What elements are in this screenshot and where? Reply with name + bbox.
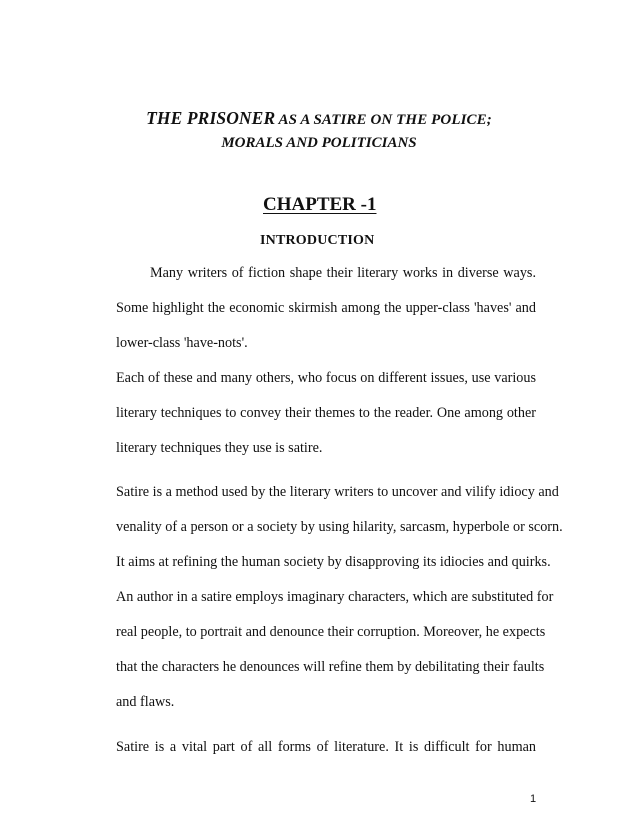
body-line: that the characters he denounces will refine them by debilitating their faults xyxy=(116,659,545,675)
body-line: Each of these and many others, who focus on different issues, use various xyxy=(116,370,536,386)
title-emphasis: THE PRISONER xyxy=(146,108,276,128)
body-line: literary techniques to convey their themes to the reader. One among other xyxy=(116,405,536,421)
body-line: Some highlight the economic skirmish among the upper-class 'haves' and xyxy=(116,300,536,316)
section-heading: INTRODUCTION xyxy=(260,233,375,248)
chapter-heading: CHAPTER -1 xyxy=(263,194,377,215)
body-line: Many writers of fiction shape their literary works in diverse ways. xyxy=(150,265,536,281)
body-line: Satire is a method used by the literary writers to uncover and vilify idiocy and xyxy=(116,484,559,500)
body-line: venality of a person or a society by using hilarity, sarcasm, hyperbole or scorn. xyxy=(116,519,563,535)
body-line: It aims at refining the human society by disapproving its idiocies and quirks. xyxy=(116,554,551,570)
body-line: literary techniques they use is satire. xyxy=(116,440,323,456)
title-line-2: MORALS AND POLITICIANS xyxy=(221,135,417,151)
body-line: Satire is a vital part of all forms of literature. It is difficult for human xyxy=(116,739,536,755)
page-number: 1 xyxy=(530,793,537,805)
body-line: lower-class 'have-nots'. xyxy=(116,335,248,351)
body-line: An author in a satire employs imaginary characters, which are substituted for xyxy=(116,589,554,605)
body-line: real people, to portrait and denounce their corruption. Moreover, he expects xyxy=(116,624,546,640)
title-line-1 xyxy=(0,108,638,129)
body-line: and flaws. xyxy=(116,694,175,710)
title-rest: AS A SATIRE ON THE POLICE; xyxy=(275,112,492,128)
